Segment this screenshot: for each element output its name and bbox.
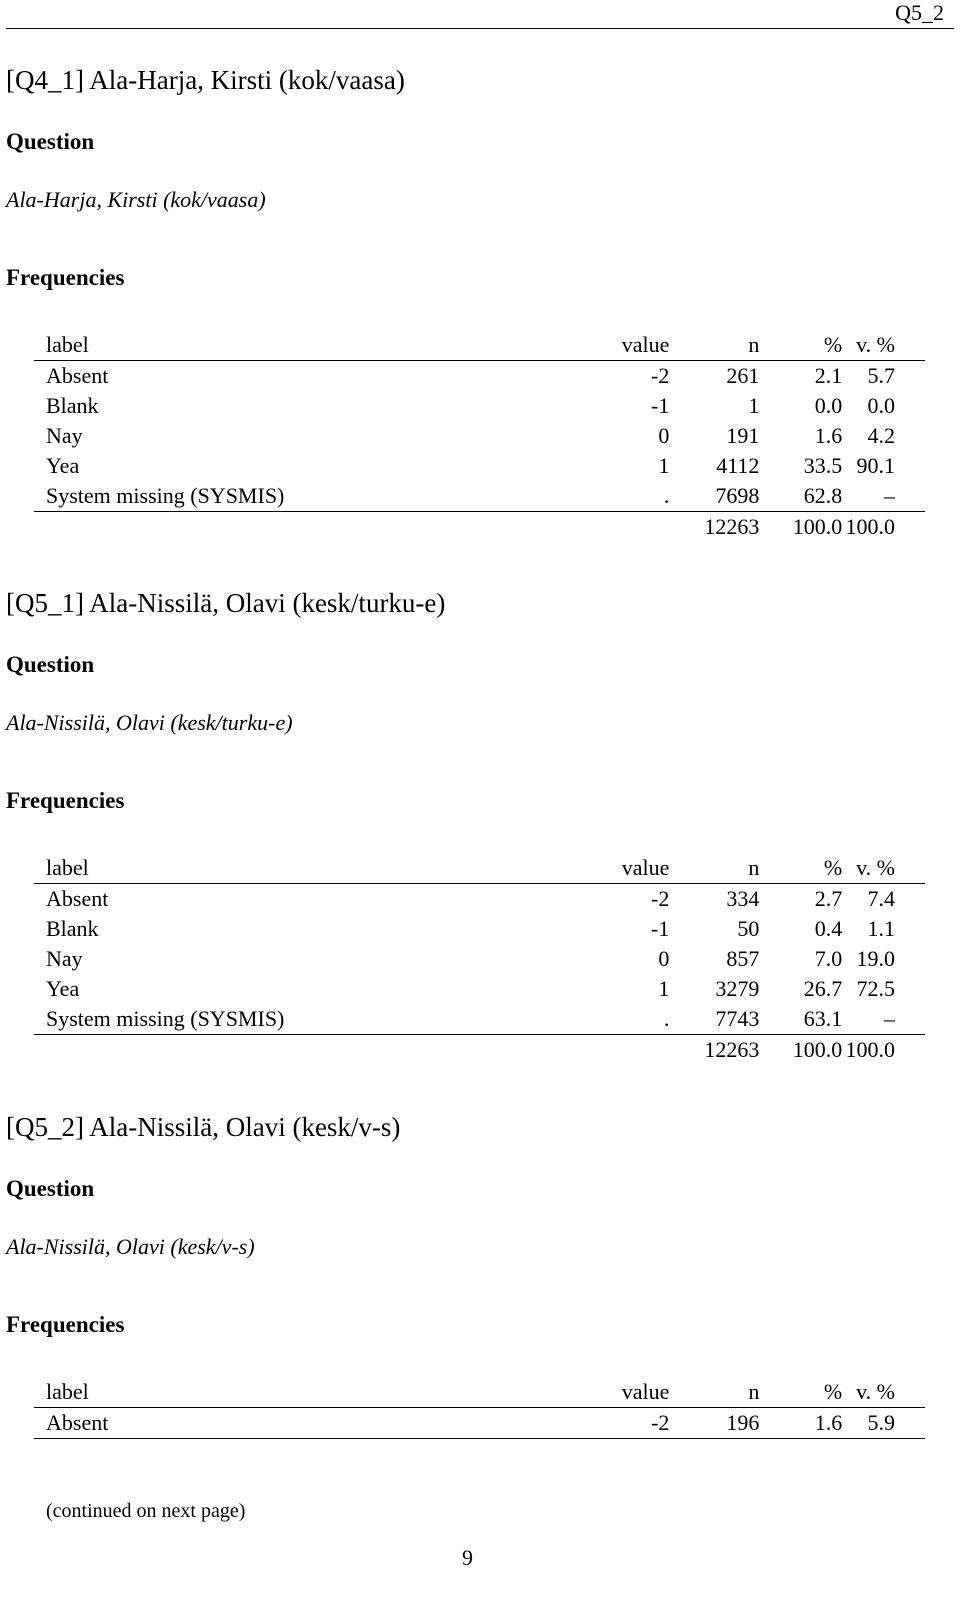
cell-value: 0 [658,946,670,971]
cell-pct: 2.7 [814,886,843,911]
column-header-value: value [562,1377,670,1408]
cell-label: Absent [46,363,109,388]
table-row [34,884,925,915]
cell-label: Nay [46,423,83,448]
table-row [34,391,925,421]
cell-vpct: 7.4 [867,886,895,911]
cell-label: Blank [46,916,99,941]
cell-value: . [562,481,670,512]
cell-n: 1 [748,393,760,418]
total-n: 12263 [704,514,760,539]
frequencies-heading: Frequencies [6,1312,125,1337]
table-row [34,481,925,512]
table-row [34,974,925,1004]
cell-vpct: 72.5 [856,976,895,1001]
cell-value: -1 [651,916,670,941]
cell-pct: 0.4 [814,916,843,941]
column-header-vpct: v. % [842,853,925,884]
question-text: Ala-Harja, Kirsti (kok/vaasa) [6,187,266,212]
cell-label: System missing (SYSMIS) [34,481,562,512]
total-n: 12263 [704,1037,760,1062]
cell-value: 1 [658,453,670,478]
table-row [34,914,925,944]
total-pct: 100.0 [792,1037,843,1062]
column-header-label: label [34,330,562,361]
continued-note: (continued on next page) [46,1500,246,1522]
column-header-vpct: v. % [842,330,925,361]
cell-value: -1 [651,393,670,418]
cell-vpct: – [842,481,925,512]
page-number: 9 [462,1545,473,1570]
cell-value: 0 [658,423,670,448]
total-vpct: 100.0 [845,514,895,539]
table-total-row [34,1035,925,1066]
cell-value: . [562,1004,670,1035]
frequency-table [34,853,925,1065]
cell-vpct: 19.0 [856,946,895,971]
cell-pct: 1.6 [759,1408,842,1439]
cell-value: 1 [658,976,670,1001]
column-header-label: label [34,1377,562,1408]
header-rule [6,28,954,29]
table-header-row [34,1377,925,1408]
table-row [34,451,925,481]
cell-label: Yea [46,976,80,1001]
cell-n: 7698 [669,481,759,512]
cell-pct: 1.6 [814,423,843,448]
column-header-pct: % [759,330,842,361]
cell-label: Yea [46,453,80,478]
cell-n: 3279 [715,976,760,1001]
cell-n: 261 [726,363,760,388]
column-header-n: n [669,853,759,884]
cell-n: 7743 [669,1004,759,1035]
cell-value: -2 [651,363,670,388]
column-header-n: n [669,1377,759,1408]
cell-pct: 62.8 [759,481,842,512]
column-header-value: value [562,853,670,884]
cell-n: 4112 [716,453,760,478]
frequencies-heading: Frequencies [6,788,125,813]
cell-vpct: 90.1 [856,453,895,478]
question-heading: Question [6,1176,95,1201]
cell-pct: 0.0 [814,393,843,418]
cell-value: -2 [651,886,670,911]
column-header-pct: % [759,853,842,884]
question-text: Ala-Nissilä, Olavi (kesk/v-s) [6,1234,255,1259]
cell-n: 191 [726,423,760,448]
section-title: [Q4_1] Ala-Harja, Kirsti (kok/vaasa) [6,65,405,95]
total-pct: 100.0 [792,514,843,539]
table-header-row [34,330,925,361]
question-heading: Question [6,652,95,677]
question-heading: Question [6,129,95,154]
cell-label: Absent [46,886,109,911]
cell-n: 196 [669,1408,759,1439]
cell-vpct: 5.9 [842,1408,925,1439]
frequency-table [34,1377,925,1439]
section-title: [Q5_2] Ala-Nissilä, Olavi (kesk/v-s) [6,1112,401,1142]
table-row [34,944,925,974]
question-text: Ala-Nissilä, Olavi (kesk/turku-e) [6,710,293,735]
cell-pct: 2.1 [814,363,843,388]
cell-n: 50 [737,916,760,941]
column-header-vpct: v. % [842,1377,925,1408]
cell-pct: 26.7 [803,976,843,1001]
table-row [34,361,925,392]
frequencies-heading: Frequencies [6,265,125,290]
cell-pct: 7.0 [814,946,843,971]
cell-label: Nay [46,946,83,971]
cell-label: Absent [34,1408,562,1439]
cell-vpct: 5.7 [867,363,895,388]
cell-label: Blank [46,393,99,418]
column-header-n: n [669,330,759,361]
table-row [34,1408,925,1439]
column-header-pct: % [759,1377,842,1408]
column-header-value: value [562,330,670,361]
cell-pct: 33.5 [803,453,843,478]
table-header-row [34,853,925,884]
section-title: [Q5_1] Ala-Nissilä, Olavi (kesk/turku-e) [6,588,446,618]
frequency-table [34,330,925,542]
cell-vpct: 4.2 [867,423,895,448]
cell-value: -2 [562,1408,670,1439]
cell-vpct: 1.1 [867,916,895,941]
cell-n: 857 [726,946,760,971]
cell-pct: 63.1 [759,1004,842,1035]
table-total-row [34,512,925,543]
total-vpct: 100.0 [845,1037,895,1062]
cell-label: System missing (SYSMIS) [34,1004,562,1035]
table-row [34,421,925,451]
cell-n: 334 [726,886,760,911]
column-header-label: label [34,853,562,884]
running-head: Q5_2 [895,0,944,25]
cell-vpct: – [842,1004,925,1035]
cell-vpct: 0.0 [867,393,895,418]
table-row [34,1004,925,1035]
